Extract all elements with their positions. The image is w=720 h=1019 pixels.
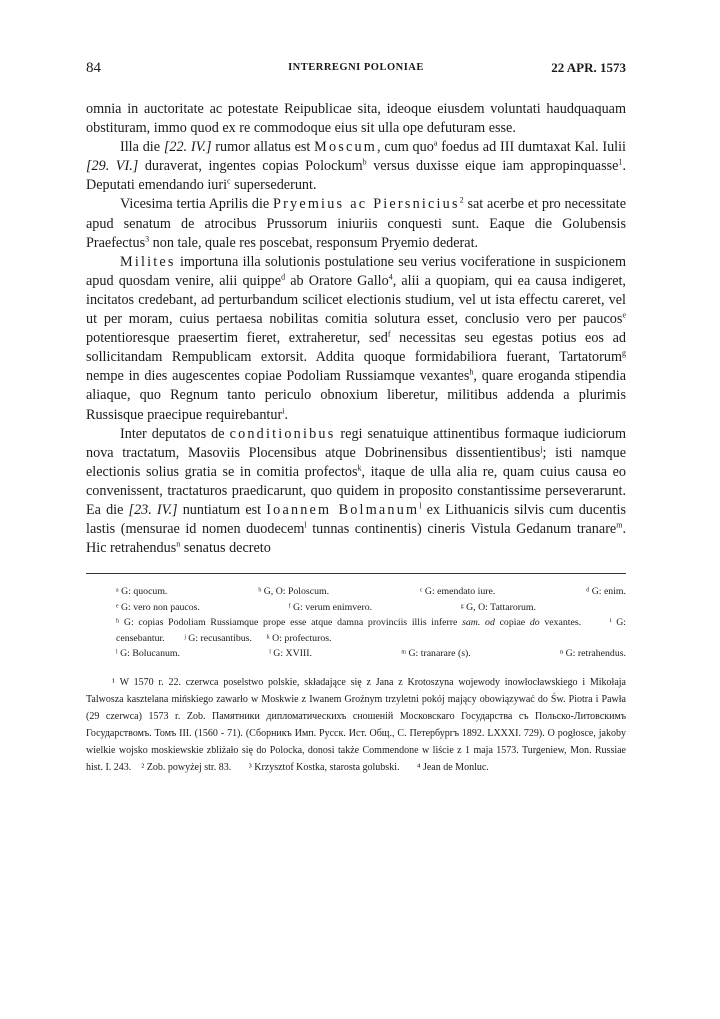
notes-row-1 (86, 584, 626, 600)
note-f: ᶠ G: verum enimvero. (288, 601, 373, 613)
note-n: ⁿ G: retrahendus. (560, 648, 626, 660)
notes-row-2 (86, 600, 626, 616)
note-g: ᵍ G, O: Tattarorum. (460, 601, 536, 613)
paragraph-5: Inter deputatos de conditionibus regi senatuique attinentibus formaque iudiciorum nova tractatum, Masoviis Plocensibus atque Dobrinensibus dissentientibus$^j$; isti namque electionis solius gratia se in comitia profectos$^k$, itaque de ulla alia re, quam cuius causa eo convenissent, tractaturos praedicarunt, quo quidem in proposito constantissime perseverarunt. Ea die [23. IV.] nuntiatum est Ioannem Bolmanum$^l$ ex Lithuanicis silvis cum ducentis lastis (mensurae id nomen duodecem$^l$ tunnas continentis) cineris Vistula Gedanum tranare$^m$. Hic retrahendus$^n$ senatus decreto (86, 425, 627, 557)
running-title: INTERREGNI POLONIAE (288, 62, 424, 73)
textual-notes (86, 584, 626, 662)
notes-row-3: ʰ G: copias Podoliam Russiamque prope esse atque damna provinciis illis inferre sam. od copiae do vexantes. ⁱ G: censebantur. ʲ G: recusantibus. ᵏ O: profecturos. (116, 617, 626, 644)
paragraph-4: Milites importuna illa solutionis postulatione seu verius vociferatione in suspicionem apud quosdam venire, alii quippe$^d$ ab Oratore Gallo$^4$, alii a quopiam, qui ea causa indigeret, incitatos credebant, ad perturbandum scilicet electionis studium, vel ut ista effectu careret, vel ut per moram, cuius pertaesa nobilitas comitia solutura esset, conclusio vero per paucos$^e$ potentioresque praesertim fieret, extraheretur, sed$^f$ necessitas seu egestas potius eos ad sollicitandam Rempublicam extorsit. Addita quoque formidabiliora fuerant, Tartatorum$^g$ nempe in dies augescentes copiae Podoliam Russiamque vexantes$^h$, quare eroganda stipendia aliaque, quo Regnum tanto periculo obnoxium liberetur, militibus addenda a plurimis Russisque praecipue requirebantur$^i$. (86, 253, 626, 423)
paragraph-2: Illa die [22. IV.] rumor allatus est Moscum, cum quo$^a$ foedus ad III dumtaxat Kal. Iulii [29. VI.] duraverat, ingentes copias Polockum$^b$ versus duxisse eique iam appropinquasse$^1$. Deputati emendando iuri$^c$ supersederunt. (86, 138, 627, 194)
note-m: ᵐ G: tranarare (s). (401, 648, 471, 660)
footnote-4: ⁴ Jean de Monluc. (416, 761, 489, 773)
page-header (86, 60, 626, 84)
paragraph-1: omnia in auctoritate ac potestate Reipublicae sita, ideoque eiusdem voluntati haudquaquam obstituram, immo quod ex re commodoque eius sit ulla ope defuturam esse. (86, 101, 626, 137)
note-e: ᵉ G: vero non paucos. (116, 601, 200, 613)
footnotes (86, 674, 626, 776)
note-l2: ˡ G: XVIII. (269, 648, 312, 660)
note-l: ˡ G: Bolucanum. (116, 648, 180, 660)
header-date: 22 APR. 1573 (551, 60, 626, 75)
page (86, 60, 626, 776)
footnote-2: ² Zob. powyżej str. 83. (141, 761, 232, 773)
note-d: ᵈ G: enim. (586, 586, 626, 598)
note-a: ᵃ G: quocum. (116, 586, 168, 598)
footnote-3: ³ Krzysztof Kostka, starosta golubski. (248, 761, 400, 773)
footnote-1: ¹ W 1570 r. 22. czerwca poselstwo polskie, składające się z Jana z Krotoszyna wojewody inowłocławskiego i Mikołaja Talwosza kasztelana mińskiego zawarło w Moskwie z Iwanem Groźnym trzyletni pokój mający obowiązywać do Św. Piotra i Pawła (29 czerwca) 1573 r. Zob. Памятники дипломатическихъ сношеній Московскаго Государства съ Польско-Литовскимъ Государствомъ. Томъ III. (1560 - 71). (Сборникъ Имп. Русск. Ист. Общ., С. Петербургъ 1892. LXXXI. 729). O pogłosce, jakoby wielkie wojsko moskiewskie zbliżało się do Polocka, donosi także Commendone w liście z 1 maja 1573. Turgeniew, Mon. Russiae hist. I. 243. ² Zob. powyżej str. 83. ³ Krzysztof Kostka, starosta golubski. ⁴ Jean de Monluc. (86, 676, 626, 773)
footnote-divider (86, 573, 626, 574)
notes-row-4 (86, 646, 626, 662)
note-b: ᵇ G, O: Poloscum. (258, 586, 330, 598)
paragraph-3: Vicesima tertia Aprilis die Pryemius ac Piersnicius$^2$ sat acerbe et pro necessitate apud senatum de atrocibus Prussorum iniuriis conquesti sunt. Eaque die Golubensis Praefectus$^3$ non tale, quale res poscebat, responsum Pryemio dederat. (86, 195, 627, 251)
page-number: 84 (86, 60, 101, 76)
main-text (86, 100, 626, 558)
note-c: ᶜ G: emendato iure. (419, 586, 496, 598)
